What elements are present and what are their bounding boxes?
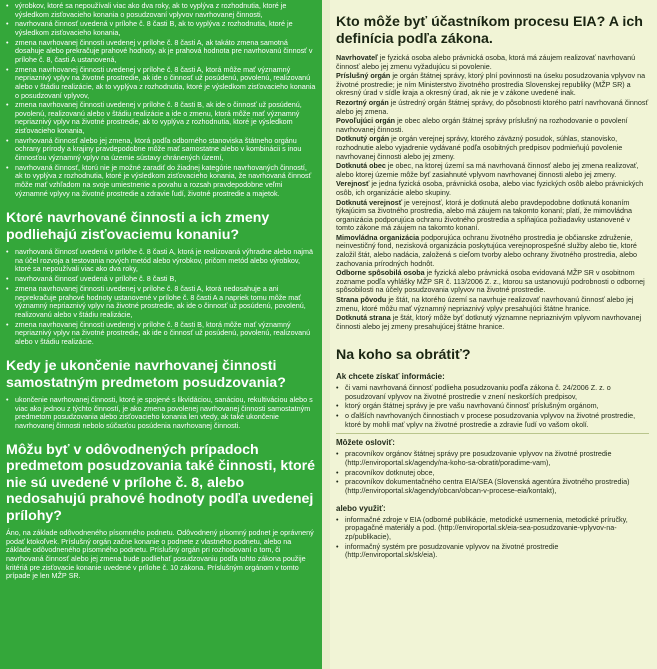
list-item: • zmena navrhovanej činnosti uvedenej v prílohe č. 8 časti A, ktorá môže mať významný nepriaznivý vplyv na životné prostredie, ak ide o činnosť už posúdenú, povolenú, realizovanú alebo v štádiu realizácie, ak to vyplýva z rozhodnutia, ktoré je výsledkom zisťovacieho konania o posudzovaní vplyvov, xyxy=(6,66,316,100)
list-item: • navrhovaná činnosť uvedená v prílohe č. 8 časti B, ak to vyplýva z rozhodnutia, ktoré je výsledkom zisťovacieho konania, xyxy=(6,20,316,37)
use-heading: alebo využiť: xyxy=(336,503,386,513)
definitions-list xyxy=(336,54,649,331)
list-item: • o ďalších navrhovaných činnostiach v procese posudzovania vplyvov na životné prostredie, ktoré by mohli mať vplyv na životné prostredie a zdravie ľudí vo vašom okolí. xyxy=(336,412,649,429)
list-item: • či vami navrhovaná činnosť podlieha posudzovaniu podľa zákona č. 24/2006 Z. z. o posudzovaní vplyvov na životné prostredie v znení neskorších predpisov, xyxy=(336,384,649,401)
definition-term: Rezortný orgán xyxy=(336,97,389,107)
list-item: • zmena navrhovanej činnosti uvedenej v prílohe č. 8 časti B, ak ide o činnosť už posúdenú, povolenú, realizovanú alebo v štádiu realizácie a ide o zmenu, ktorá môže mať významný nepriaznivý vplyv na životné prostredie, ak to vyplýva z rozhodnutia, ktoré je výsledkom zisťovacieho konania, xyxy=(6,101,316,135)
definition-text: je verejnosť, ktorá je dotknutá alebo pravdepodobne dotknutá konaním týkajúcim sa životného prostredia, alebo má záujem na takomto konaní; platí, že mimovládna organizácia podporujúca ochranu životného prostredia a spĺňajúca požiadavky ustanovené v tomto zákone má záujem na takomto konaní. xyxy=(336,197,633,233)
definition-term: Dotknutá obec xyxy=(336,161,386,171)
contact-heading: Môžete osloviť: xyxy=(336,438,395,448)
list-item: • zmena navrhovanej činnosti uvedenej v prílohe č. 8 časti B, ktorá môže mať významný nepriaznivý vplyv na životné prostredie, ak ide o činnosť už posúdenú, povolenú, realizovanú alebo v štádiu realizácie. xyxy=(6,321,316,347)
section-title-justified: Môžu byť v odôvodnených prípadoch predmetom posudzovania také činnosti, ktoré nie sú uvedené v prílohe č. 8, alebo nedosahujú prahové hodnoty podľa uvedenej prílohy? xyxy=(6,441,316,524)
intro-list xyxy=(6,2,316,198)
list-item: • pracovníkov orgánov štátnej správy pre posudzovanie vplyvov na životné prostredie (http://enviroportal.sk/agendy/na-koho-sa-obratit/poradime-vam), xyxy=(336,450,649,467)
definition-text: je fyzická alebo právnická osoba evidovaná MŽP SR v osobitnom zozname podľa vyhlášky MŽP SR č. 113/2006 Z. z., ktorou sa ustanovujú podrobnosti o odbornej spôsobilosti na účely posudzovania vplyvov na životné prostredie. xyxy=(336,268,645,295)
definition-item xyxy=(336,72,649,98)
definition-text: je štát, na ktorého území sa navrhuje realizovať navrhovanú činnosť alebo jej zmenu, ktoré môžu mať významný nepriaznivý vplyv presahujúci štátne hranice. xyxy=(336,295,634,313)
definition-term: Povoľujúci orgán xyxy=(336,116,396,126)
section-title-contact: Na koho sa obrátiť? xyxy=(336,347,471,364)
definition-term: Strana pôvodu xyxy=(336,295,387,305)
list-item: • navrhovaná činnosť, ktorú nie je možné zaradiť do žiadnej kategórie navrhovaných činností, ak to vyplýva z rozhodnutia, ktoré je výsledkom zisťovacieho konania, že navrhovaná činnosť môže mať vzhľadom na svoje umiestnenie a povahu a rozsah pravdepodobne veľmi významné vplyvy na životné prostredie a zdravie ľudí, životné prostredie a majetok. xyxy=(6,164,316,198)
section-title-termination: Kedy je ukončenie navrhovanej činnosti samostatným predmetom posudzovania? xyxy=(6,358,286,391)
justified-body: Áno, na základe odôvodneného písomného podnetu. Odôvodnený písomný podnet je oprávnený podať ktokoľvek. Príslušný orgán začne konanie o podnete z vlastného podnetu, alebo na základe odôvodneného písomného podnetu. Príslušný orgán pri rozhodovaní o tom, či navrhovaná činnosť alebo jej zmena bude podliehať posudzovaniu podľa tohto zákona použije kritériá pre zisťovacie konanie uvedené v prílohe č. 10 zákona. Príslušným orgánom v tomto prípade je len MŽP SR. xyxy=(6,528,314,581)
definition-text: je fyzická osoba alebo právnická osoba, ktorá má záujem realizovať navrhovanú činnosť alebo jej zmenu vyžadujúcu si povolenie. xyxy=(336,53,636,71)
list-item: • zmena navrhovanej činnosti uvedenej v prílohe č. 8 časti A, ak takáto zmena samotná dosahuje alebo prekračuje prahové hodnoty, ak je prahová hodnota pre navrhovanú činnosť v prílohe č. 8, časti A ustanovená, xyxy=(6,39,316,65)
definition-term: Dotknutá strana xyxy=(336,313,391,323)
definition-term: Dotknutá verejnosť xyxy=(336,197,403,207)
list-item: • navrhovaná činnosť uvedená v prílohe č. 8 časti B, xyxy=(6,275,316,284)
info-list xyxy=(336,384,649,429)
section-title-participants: Kto môže byť účastníkom procesu EIA? A ich definícia podľa zákona. xyxy=(336,14,643,47)
list-item: • navrhovaná činnosť alebo jej zmena, ktorá podľa odborného stanoviska štátneho orgánu ochrany prírody a krajiny pravdepodobne môže mať samostatne alebo v kombinácii s inou činnosťou významný vplyv na územie sústavy chránených území, xyxy=(6,137,316,163)
definition-term: Odborne spôsobilá osoba xyxy=(336,268,425,278)
list-item: • informačné zdroje v EIA (odborné publikácie, metodické usmernenia, metodické príručky, propagačné materiály a pod. (http://enviroportal.sk/eia-sea-posudzovanie-vplyvov-na-zp/publikacie), xyxy=(336,516,649,542)
termination-list xyxy=(6,396,316,430)
definition-text: je orgán verejnej správy, ktorého záväzný posudok, súhlas, stanovisko, rozhodnutie alebo vyjadrenie vydávané podľa osobitných predpisov podmieňujú povolenie navrhovanej činnosti alebo jej zmeny. xyxy=(336,134,623,161)
list-item: • navrhovaná činnosť uvedená v prílohe č. 8 časti A, ktorá je realizovaná výhradne alebo najmä na účel rozvoja a testovania nových metód alebo výrobkov, pričom metód alebo výrobkov, ktoré sa nepoužívali viac ako dva roky, xyxy=(6,248,316,274)
definition-item xyxy=(336,135,649,161)
list-item: • ukončenie navrhovanej činnosti, ktoré je spojené s likvidáciou, sanáciou, rekultiváciou alebo s viac ako jednou z týchto činností, je ako zmena povolenej navrhovanej činnosti samostatným predmetom posudzovania alebo zisťovacieho konania len vtedy, ak také ukončenie navrhovanej činnosti nebolo súčasťou posúdenia navrhovanej činnosti. xyxy=(6,396,316,430)
definition-item xyxy=(336,99,649,116)
definition-text: je ústredný orgán štátnej správy, do pôsobnosti ktorého patrí navrhovaná činnosť alebo jej zmena. xyxy=(336,97,649,116)
list-item: • informačný systém pre posudzovanie vplyvov na životné prostredie (http://enviroportal.sk/sk/eia). xyxy=(336,543,649,560)
definition-term: Navrhovateľ xyxy=(336,53,378,62)
info-heading: Ak chcete získať informácie: xyxy=(336,371,445,381)
definition-text: je obec alebo orgán štátnej správy príslušný na rozhodovanie o povolení navrhovanej činnosti. xyxy=(336,116,628,134)
column-divider xyxy=(322,0,330,669)
definition-item xyxy=(336,269,649,295)
definition-term: Dotknutý orgán xyxy=(336,134,390,144)
list-item: • pracovníkov dotknutej obce, xyxy=(336,469,649,478)
section-title-screening: Ktoré navrhované činnosti a ich zmeny podliehajú zisťovaciemu konaniu? xyxy=(6,210,270,243)
list-item: • výrobkov, ktoré sa nepoužívali viac ako dva roky, ak to vyplýva z rozhodnutia, ktoré je výsledkom zisťovacieho konania o posudzovaní vplyvov navrhovanej činnosti, xyxy=(6,2,316,19)
definition-text: je orgán štátnej správy, ktorý plní povinnosti na úseku posudzovania vplyvov na životné prostredie; je ním Ministerstvo životného prostredia Slovenskej republiky (MŽP SR) a okresný úrad v sídle kraja a okresný úrad, ak nie je v zákone uvedené inak. xyxy=(336,71,646,98)
list-item: • ktorý orgán štátnej správy je pre vašu navrhovanú činnosť príslušným orgánom, xyxy=(336,402,649,411)
screening-list xyxy=(6,248,316,346)
contact-list xyxy=(336,450,649,495)
definition-term: Príslušný orgán xyxy=(336,71,391,81)
list-item: • zmena navrhovanej činnosti uvedenej v prílohe č. 8 časti A, ktorá nedosahuje a ani neprekračuje prahové hodnoty ustanovené v prílohe č. 8 časti A a napriek tomu môže mať významný nepriaznivý vplyv na životné prostredie, ak ide o činnosť už posúdenú, povolenú, realizovanú alebo v štádiu realizácie, xyxy=(6,285,316,319)
definition-item xyxy=(336,296,649,313)
definition-item xyxy=(336,54,649,71)
definition-text: je obec, na ktorej území sa má navrhovaná činnosť alebo jej zmena realizovať, alebo ktorej územie môže byť zasiahnuté vplyvom navrhovanej činnosti alebo jej zmeny. xyxy=(336,161,639,179)
left-column xyxy=(0,0,322,669)
definition-text: podporujúca ochranu životného prostredia je občianske združenie, neinvestičný fond, nezisková organizácia poskytujúca verejnoprospešné služby alebo tie, ktoré založil štát, alebo nadácia, založená s cieľom tvorby alebo ochrany životného prostredia, alebo zachovania prírodných hodnôt. xyxy=(336,232,637,268)
divider-line xyxy=(336,433,649,434)
right-column xyxy=(330,0,657,669)
definition-item xyxy=(336,234,649,268)
definition-text: je štát, ktorý môže byť dotknutý významne nepriaznivým vplyvom navrhovanej činnosti alebo jej zmeny presahujúcej štátne hranice. xyxy=(336,313,642,331)
definition-term: Verejnosť xyxy=(336,179,370,189)
definition-item xyxy=(336,314,649,331)
definition-item xyxy=(336,162,649,179)
definition-term: Mimovládna organizácia xyxy=(336,232,420,242)
use-list xyxy=(336,516,649,560)
list-item: • pracovníkov dokumentačného centra EIA/SEA (Slovenská agentúra životného prostredia) (http://enviroportal.sk/agendy/obcan/obcan-v-procese-eia/kontakt), xyxy=(336,478,649,495)
definition-item xyxy=(336,199,649,233)
definition-text: je jedna fyzická osoba, právnická osoba, alebo viac fyzických osôb alebo právnických osôb, ich organizácie alebo skupiny. xyxy=(336,179,644,197)
definition-item xyxy=(336,180,649,197)
definition-item xyxy=(336,117,649,134)
